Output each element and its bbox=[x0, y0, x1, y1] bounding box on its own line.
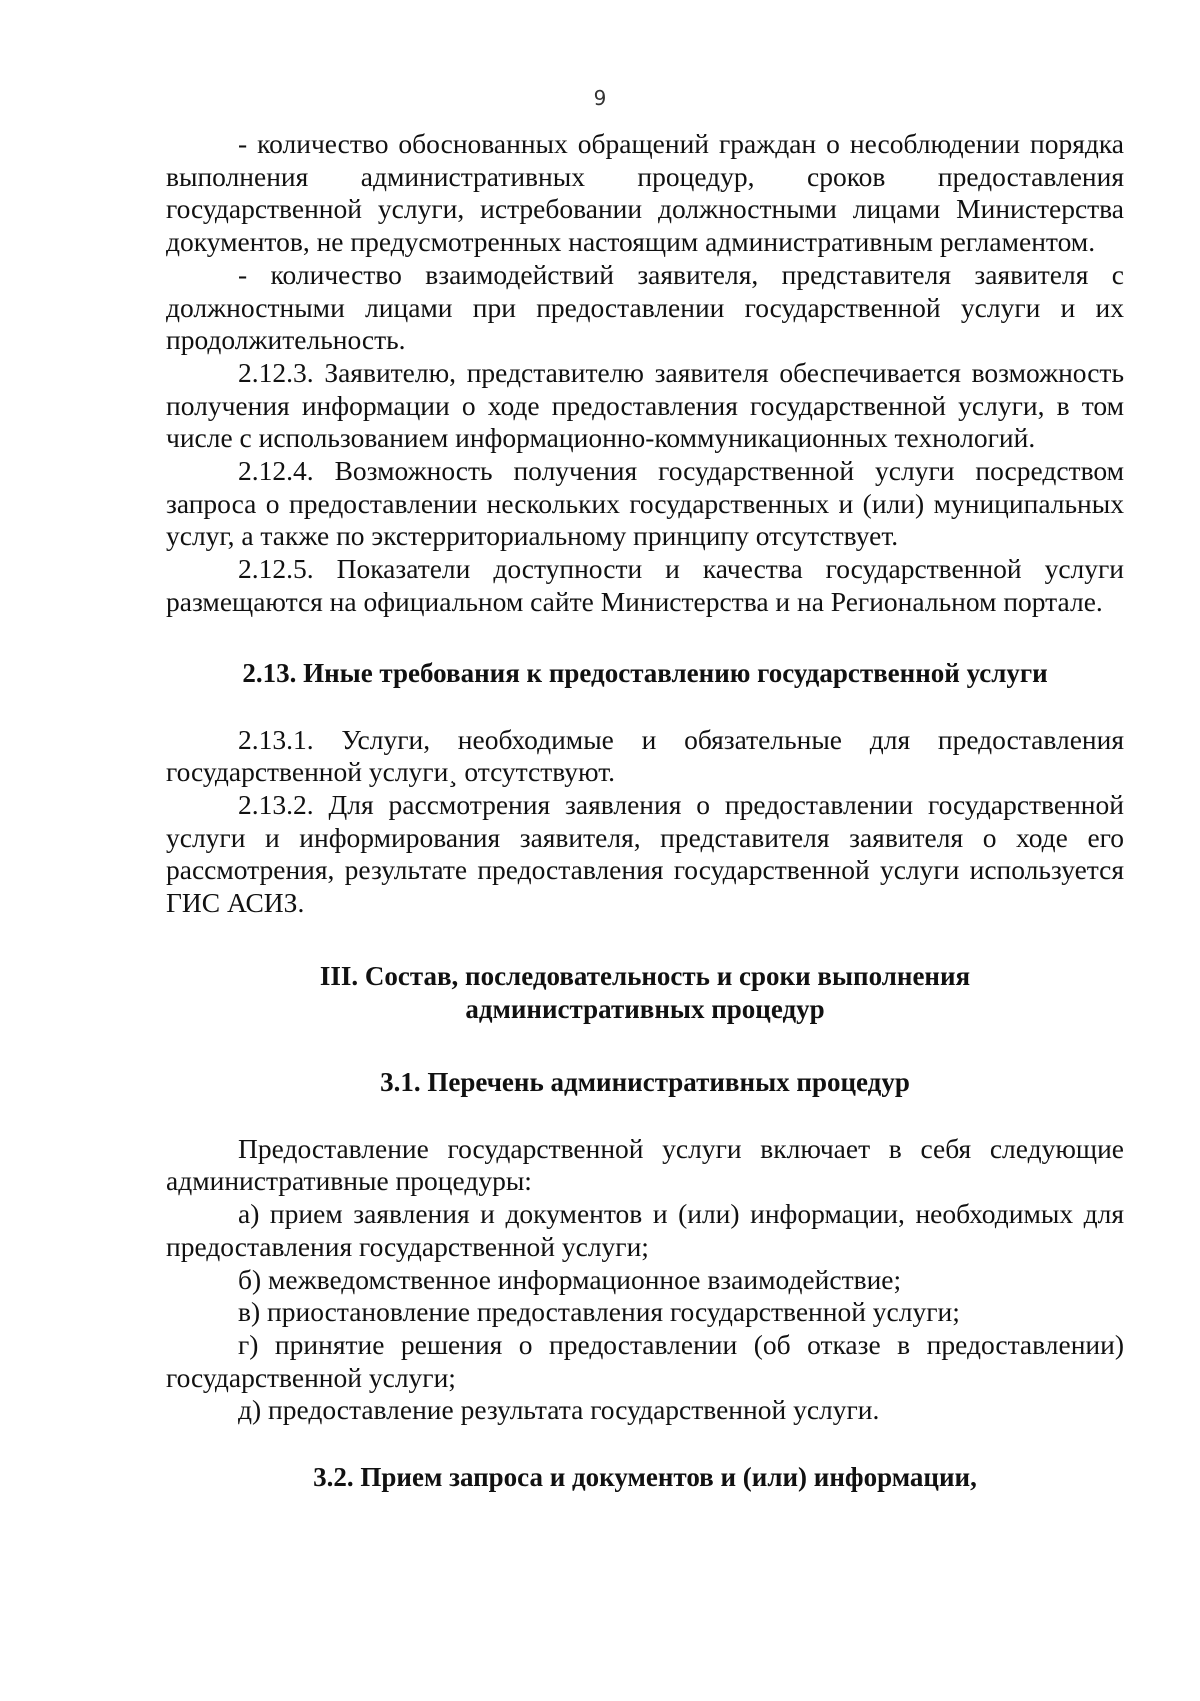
section-heading-3-2: 3.2. Прием запроса и документов и (или) информации, bbox=[313, 1462, 977, 1493]
paragraph: Предоставление государственной услуги включает в себя следующие административные процедуры: bbox=[166, 1132, 1124, 1197]
list-item: а) прием заявления и документов и (или) информации, необходимых для предоставления государственной услуги; bbox=[166, 1198, 1124, 1262]
list-item: б) межведомственное информационное взаимодействие; bbox=[238, 1263, 902, 1295]
section-heading-3-1: 3.1. Перечень административных процедур bbox=[380, 1066, 910, 1097]
document-body bbox=[166, 128, 1124, 1494]
list-item: г) принятие решения о предоставлении (об отказе в предоставлении) государственной услуги; bbox=[166, 1328, 1124, 1393]
list-item: в) приостановление предоставления государственной услуги; bbox=[238, 1296, 960, 1328]
paragraph: 2.12.3. Заявителю, представителю заявителя обеспечивается возможность получения информации о ходе предоставления государственной услуги, в том числе с использованием информационно-коммуникационных технологий. bbox=[166, 356, 1124, 454]
paragraph: - количество взаимодействий заявителя, представителя заявителя с должностными лицами при предоставлении государственной услуги и их продолжительность. bbox=[166, 258, 1124, 356]
paragraph: 2.13.1. Услуги, необходимые и обязательные для предоставления государственной услуги¸ отсутствуют. bbox=[166, 723, 1124, 788]
paragraph: 2.12.4. Возможность получения государственной услуги посредством запроса о предоставлении нескольких государственных и (или) муниципальных услуг, а также по экстерриториальному принципу отсутствует. bbox=[166, 455, 1124, 552]
chapter-heading-III bbox=[166, 960, 1124, 1026]
section-heading-2-13: 2.13. Иные требования к предоставлению государственной услуги bbox=[242, 657, 1048, 688]
list-item: д) предоставление результата государственной услуги. bbox=[238, 1394, 880, 1426]
paragraph: 2.12.5. Показатели доступности и качества государственной услуги размещаются на официальном сайте Министерства и на Региональном портале. bbox=[166, 553, 1124, 617]
chapter-heading-line: III. Состав, последовательность и сроки выполнения bbox=[319, 960, 971, 991]
chapter-heading-line: административных процедур bbox=[465, 993, 825, 1024]
paragraph: - количество обоснованных обращений граждан о несоблюдении порядка выполнения административных процедур, сроков предоставления государственной услуги, истребовании должностными лицами Министерства документов, не предусмотренных настоящим административным регламентом. bbox=[166, 128, 1124, 258]
paragraph: 2.13.2. Для рассмотрения заявления о предоставлении государственной услуги и информирования заявителя, представителя заявителя о ходе его рассмотрения, результате предоставления государственной услуги используется ГИС АСИЗ. bbox=[166, 788, 1124, 919]
page-number: 9 bbox=[593, 86, 607, 110]
